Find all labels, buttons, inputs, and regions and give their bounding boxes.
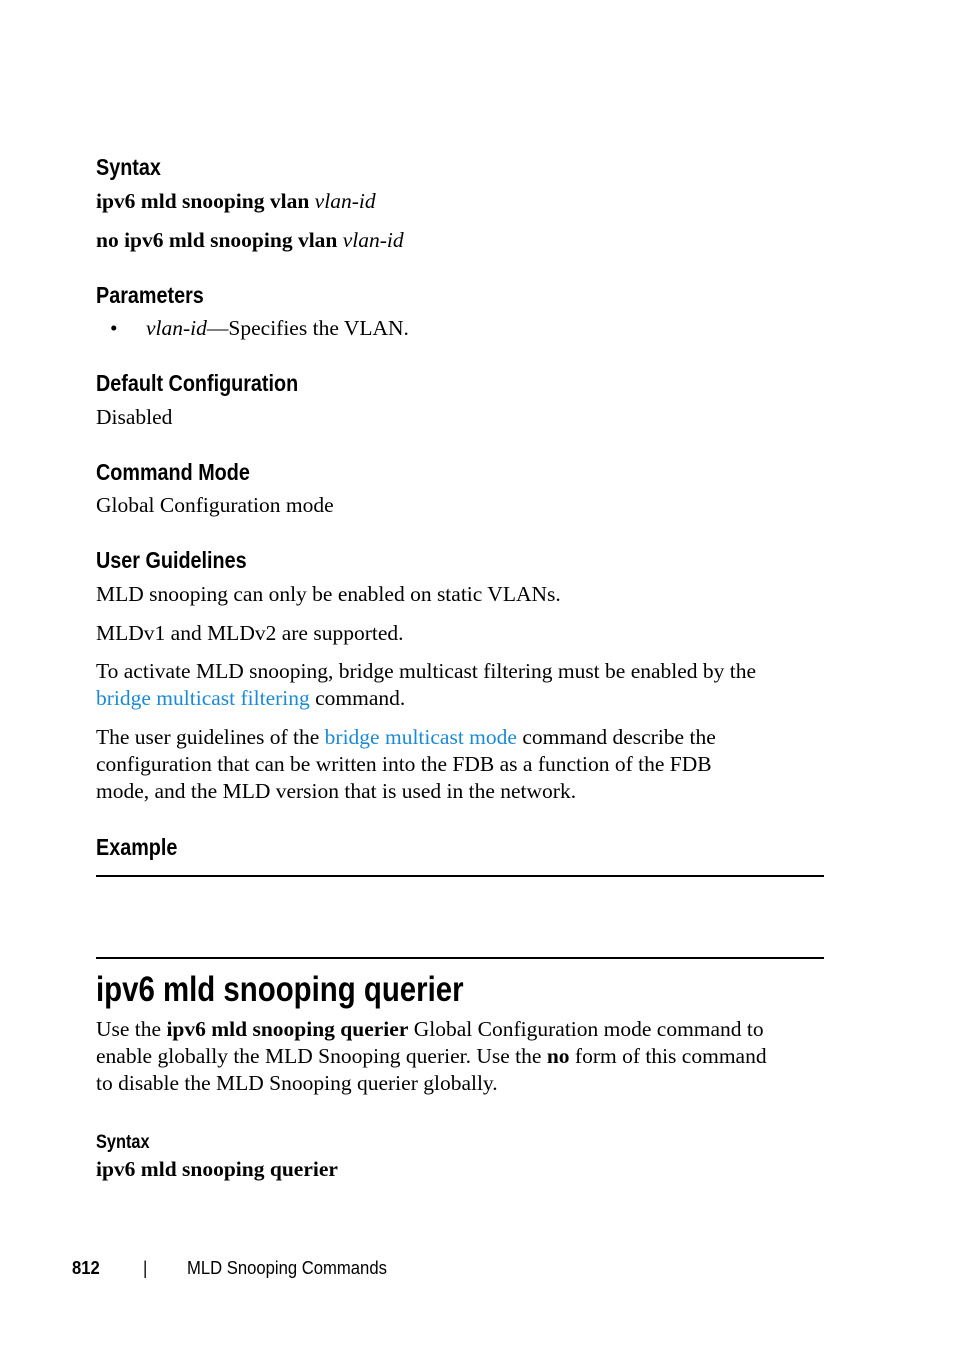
default-config-value: Disabled <box>96 405 173 429</box>
parameter-bullet: • <box>110 316 118 340</box>
default-config-heading: Default Configuration <box>96 370 299 396</box>
bridge-multicast-mode-link[interactable]: bridge multicast mode <box>324 725 517 749</box>
guideline-4-line-1 <box>96 724 716 751</box>
syntax-command: no ipv6 mld snooping vlan <box>96 228 338 252</box>
parameter-description: —Specifies the VLAN. <box>206 316 409 340</box>
guideline-3-line-2 <box>96 685 405 712</box>
syntax-heading: Syntax <box>96 154 161 180</box>
description-text: enable globally the MLD Snooping querier. Use the <box>96 1044 547 1068</box>
syntax-command: ipv6 mld snooping vlan <box>96 189 310 213</box>
page-number: 812 <box>72 1257 100 1278</box>
command-mode-value: Global Configuration mode <box>96 493 334 517</box>
guideline-4-line-3: mode, and the MLD version that is used in the network. <box>96 779 577 803</box>
guideline-2: MLDv1 and MLDv2 are supported. <box>96 621 404 645</box>
syntax-line-querier <box>96 1156 338 1183</box>
description-command: ipv6 mld snooping querier <box>166 1017 409 1041</box>
description-text: form of this command <box>569 1044 767 1068</box>
syntax-command: ipv6 mld snooping querier <box>96 1157 338 1181</box>
guideline-4-prefix: The user guidelines of the <box>96 725 325 749</box>
guideline-1: MLD snooping can only be enabled on static VLANs. <box>96 582 561 606</box>
example-heading: Example <box>96 834 178 860</box>
syntax-line-2 <box>96 227 404 254</box>
guideline-3-tail: command. <box>309 686 406 710</box>
command-mode-heading: Command Mode <box>96 459 250 485</box>
parameter-name: vlan-id <box>146 316 207 340</box>
guideline-4-suffix: command describe the <box>516 725 716 749</box>
example-rule <box>96 875 824 877</box>
guideline-3-line-1: To activate MLD snooping, bridge multicast filtering must be enabled by the <box>96 659 757 683</box>
description-line-1 <box>96 1016 764 1043</box>
command-title: ipv6 mld snooping querier <box>96 970 464 1009</box>
syntax-argument: vlan-id <box>314 189 376 213</box>
description-text: Global Configuration mode command to <box>408 1017 764 1041</box>
description-line-2 <box>96 1043 767 1070</box>
parameter-item <box>146 315 409 342</box>
syntax-argument: vlan-id <box>342 228 404 252</box>
guideline-4-line-2: configuration that can be written into the FDB as a function of the FDB <box>96 752 712 776</box>
section-top-rule <box>96 957 824 959</box>
description-line-3: to disable the MLD Snooping querier globally. <box>96 1071 498 1095</box>
syntax-line-1 <box>96 188 376 215</box>
user-guidelines-heading: User Guidelines <box>96 547 247 573</box>
description-no-keyword: no <box>546 1044 570 1068</box>
footer-separator: | <box>143 1257 148 1278</box>
syntax-heading-2: Syntax <box>96 1132 150 1153</box>
description-text: Use the <box>96 1017 167 1041</box>
bridge-multicast-filtering-link[interactable]: bridge multicast filtering <box>96 686 310 710</box>
chapter-title: MLD Snooping Commands <box>187 1257 387 1278</box>
parameters-heading: Parameters <box>96 282 204 308</box>
